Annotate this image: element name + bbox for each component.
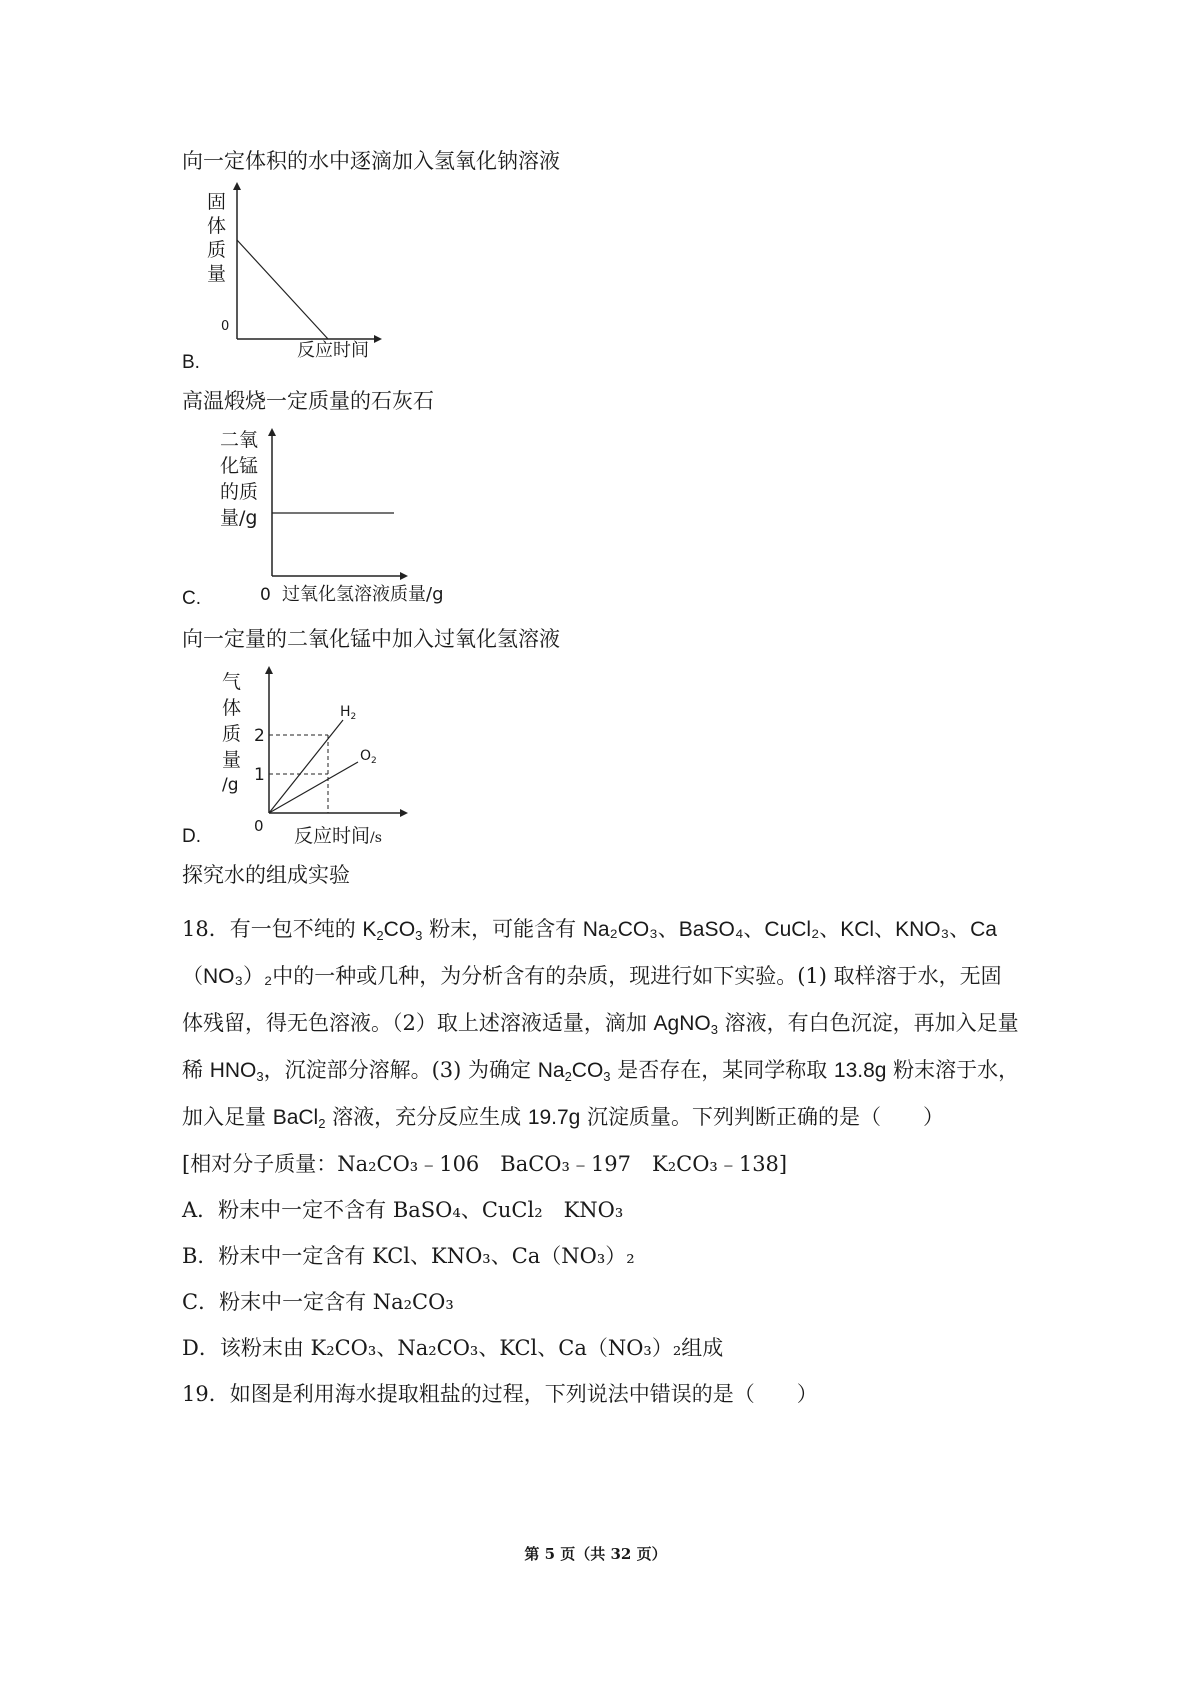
mass-info: [相对分子质量：Na₂CO₃﹣106 BaCO₃﹣197 K₂CO₃﹣138]	[182, 1152, 788, 1176]
option-c: C．粉末中一定含有 Na₂CO₃	[182, 1290, 454, 1314]
question-18	[182, 906, 1022, 1417]
caption-a: 向一定体积的水中逐滴加入氢氧化钠溶液	[182, 149, 560, 173]
mass-value-2: 19.7g	[527, 1106, 581, 1129]
chart-b-y-char: 质	[207, 239, 227, 261]
caption-d: 探究水的组成实验	[182, 863, 350, 887]
chart-d-y-arrow	[265, 666, 273, 674]
chart-c-y-line: 量/g	[220, 507, 258, 529]
chart-d-series-h2: $H_2$	[340, 704, 357, 722]
option-a: A．粉末中一定不含有 BaSO₄、CuCl₂ KNO₃	[182, 1198, 624, 1222]
chart-b-y-char: 固	[207, 191, 227, 213]
chart-d-series-o2: $O_2$	[360, 748, 377, 766]
chem-na2co3: $Na_2CO_3$	[537, 1059, 611, 1084]
caption-b: 高温煅烧一定质量的石灰石	[182, 389, 434, 413]
chart-d-y-char: 量	[222, 749, 242, 771]
chart-d-origin: 0	[254, 817, 264, 835]
mass-value-1: 13.8g	[833, 1059, 887, 1082]
option-label-c: C.	[182, 588, 201, 609]
chart-c-x-label: 过氧化氢溶液质量/g	[282, 584, 444, 605]
chart-d-y-char: /g	[222, 775, 239, 795]
option-d: D．该粉末由 K₂CO₃、Na₂CO₃、KCl、Ca（NO₃）₂组成	[182, 1336, 724, 1360]
option-b: B．粉末中一定含有 KCl、KNO₃、Ca（NO₃）₂	[182, 1244, 635, 1268]
chem-list: Na₂CO₃、BaSO₄、CuCl₂、KCl、KNO₃、Ca（NO₃）₂	[182, 918, 997, 988]
option-label-b: B.	[182, 352, 200, 373]
chart-d-y-char: 体	[222, 697, 242, 719]
question-19: 19．如图是利用海水提取粗盐的过程，下列说法中错误的是（ ）	[182, 1382, 818, 1406]
chart-c-y-line: 二氧	[220, 429, 259, 451]
chem-agno3: AgNO$_3$	[653, 1012, 718, 1037]
chart-b-y-char: 体	[207, 215, 227, 237]
chart-b-y-arrow	[233, 182, 241, 190]
chart-b	[200, 182, 390, 361]
chart-d-x-arrow	[400, 809, 408, 817]
chart-b-origin: 0	[221, 319, 230, 334]
chart-b-y-char: 量	[207, 263, 227, 285]
chem-bacl2: BaCl$_2$	[272, 1106, 326, 1131]
chart-d-x-label: 反应时间/s	[294, 825, 382, 847]
chart-c-y-line: 化锰	[220, 455, 259, 477]
chart-d-tick-2: 2	[254, 726, 265, 746]
chem-hno3: $HNO_3$	[209, 1059, 264, 1084]
chart-c	[218, 428, 478, 606]
option-label-d: D.	[182, 826, 201, 847]
chart-c-origin: 0	[260, 585, 271, 605]
chart-d-line-h2	[269, 720, 343, 813]
chart-d-tick-1: 1	[254, 765, 265, 785]
chart-d-y-char: 气	[222, 671, 242, 693]
chart-d-line-o2	[269, 762, 358, 813]
caption-c: 向一定量的二氧化锰中加入过氧化氢溶液	[182, 627, 560, 651]
chart-b-x-label: 反应时间	[297, 340, 369, 361]
chart-d	[218, 666, 438, 847]
chem-k2co3: $K_2CO_3$	[362, 918, 423, 943]
chart-b-line	[237, 240, 328, 339]
chart-c-y-arrow	[268, 428, 276, 436]
page-footer: 第 5 页（共 32 页）	[524, 1545, 667, 1563]
chart-c-y-line: 的质	[220, 481, 259, 503]
chart-c-x-arrow	[400, 572, 408, 580]
question-18-body: 18．有一包不纯的 $K_2CO_3$ 粉末，可能含有 Na₂CO₃、BaSO₄、CuCl₂、KCl、KNO₃、Ca（NO₃）₂中的一种或几种，为分析含有的杂质，现进行如下实验。(1) 取样溶于水，无固体残留，得无色溶液。（2）取上述溶液适量，滴加 AgNO$_3$ 溶液，有白色沉淀，再加入足量稀 $HNO_3$，沉淀部分溶解。(3) 为确定 $Na_2CO_3$ 是否存在，某同学称取 13.8g 粉末溶于水，加入足量 BaCl$_2$ 溶液，充分反应生成 19.7g 沉淀质量。下列判断正确的是（ ）	[182, 917, 1020, 1131]
chart-b-x-arrow	[374, 335, 382, 343]
chart-d-y-char: 质	[222, 723, 242, 745]
